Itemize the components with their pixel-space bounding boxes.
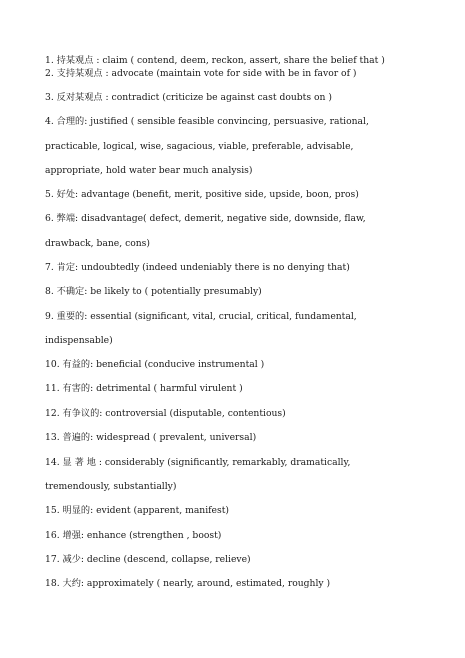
- entry-4-line-3: appropriate, hold water bear much analysis): [45, 165, 253, 176]
- entry-6-line-2: drawback, bane, cons): [45, 238, 150, 249]
- entry-10-line: 10. 有益的: beneficial (conducive instrumental ): [45, 359, 265, 370]
- entry-2-line: 2. 支持某观点 : advocate (maintain vote for side with be in favor of ): [45, 68, 357, 79]
- entry-11-line: 11. 有害的: detrimental ( harmful virulent ): [45, 383, 243, 394]
- entry-1-line: 1. 持某观点 : claim ( contend, deem, reckon, assert, share the belief that ): [45, 55, 385, 66]
- entry-13-line: 13. 普遍的: widespread ( prevalent, universal): [45, 432, 257, 443]
- entry-16-line: 16. 增强: enhance (strengthen , boost): [45, 530, 222, 541]
- entry-4-line-2: practicable, logical, wise, sagacious, viable, preferable, advisable,: [45, 141, 354, 152]
- entry-6-line-1: 6. 弊端: disadvantage( defect, demerit, negative side, downside, flaw,: [45, 213, 366, 224]
- entry-4-line-1: 4. 合理的: justified ( sensible feasible convincing, persuasive, rational,: [45, 116, 369, 127]
- entry-18-line: 18. 大约: approximately ( nearly, around, estimated, roughly ): [45, 578, 331, 589]
- entry-3-line: 3. 反对某观点 : contradict (criticize be against cast doubts on ): [45, 92, 332, 103]
- entry-15-line: 15. 明显的: evident (apparent, manifest): [45, 505, 229, 516]
- entry-14-line-2: tremendously, substantially): [45, 481, 177, 492]
- entry-5-line: 5. 好处: advantage (benefit, merit, positive side, upside, boon, pros): [45, 189, 359, 200]
- entry-7-line: 7. 肯定: undoubtedly (indeed undeniably there is no denying that): [45, 262, 350, 273]
- entry-9-line-1: 9. 重要的: essential (significant, vital, crucial, critical, fundamental,: [45, 311, 357, 322]
- entry-17-line: 17. 减少: decline (descend, collapse, relieve): [45, 554, 251, 565]
- entry-8-line: 8. 不确定: be likely to ( potentially presumably): [45, 286, 262, 297]
- entry-9-line-2: indispensable): [45, 335, 113, 346]
- entry-14-line-1: 14. 显 著 地 : considerably (significantly, remarkably, dramatically,: [45, 457, 351, 468]
- entry-12-line: 12. 有争议的: controversial (disputable, contentious): [45, 408, 286, 419]
